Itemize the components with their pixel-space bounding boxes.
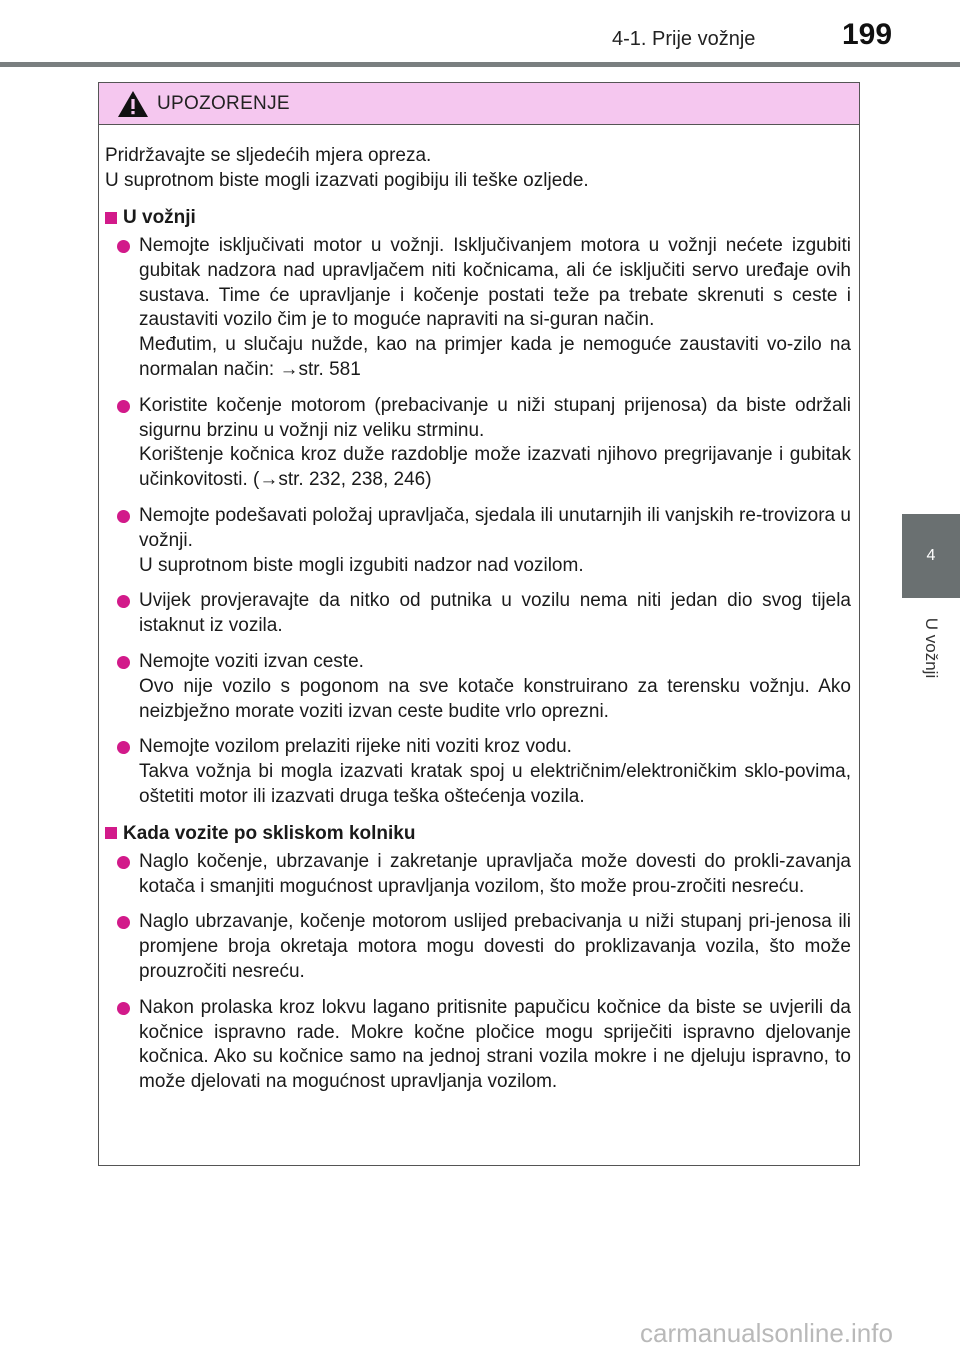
bullet-paragraph: Koristite kočenje motorom (prebacivanje u niži stupanj prijenosa) da biste održali sigurnu brzinu u vožnji niz veliku strminu. [139, 394, 851, 441]
list-item [105, 650, 851, 724]
list-item [105, 996, 851, 1095]
square-bullet-icon [105, 212, 117, 224]
watermark: carmanualsonline.info [640, 1318, 893, 1348]
warning-intro [105, 143, 851, 193]
chapter-tab[interactable] [902, 514, 960, 598]
bullet-paragraph: Ovo nije vozilo s pogonom na sve kotače konstruirano za terensku vožnju. Ako neizbježno morate voziti izvan ceste budite vrlo oprezni. [139, 675, 851, 722]
bullet-paragraph: U suprotnom biste mogli izgubiti nadzor nad vozilom. [139, 554, 584, 576]
bullet-paragraph: Naglo kočenje, ubrzavanje i zakretanje upravljača može dovesti do prokli-zavanja kotača i smanjiti mogućnost upravljanja vozilom, što može prou-zročiti nesreću. [139, 850, 851, 897]
bullet-paragraph: Naglo ubrzavanje, kočenje motorom uslijed prebacivanja u niži stupanj pri-jenosa ili promjene broja okretaja motora mogu dovesti do proklizavanja vozila, što može prouzročiti nesreću. [139, 911, 851, 982]
header-rule [0, 62, 960, 67]
section-heading-text: U vožnji [123, 207, 196, 228]
bullet-paragraph: Korištenje kočnica kroz duže razdoblje može izazvati njihovo pregrijavanje i gubitak učinkovitosti. (→str. 232, 238, 246) [139, 444, 851, 491]
square-bullet-icon [105, 827, 117, 839]
bullet-dot-icon [117, 856, 130, 869]
list-item [105, 234, 851, 383]
chapter-label [902, 600, 960, 696]
bullet-dot-icon [117, 240, 130, 253]
warning-triangle-icon [117, 90, 149, 118]
list-item [105, 589, 851, 639]
warning-body [99, 125, 859, 1095]
intro-line: Pridržavajte se sljedećih mjera opreza. [105, 145, 432, 166]
bullet-paragraph: Nemojte vozilom prelaziti rijeke niti voziti kroz vodu. [139, 736, 572, 758]
bullet-paragraph: Nemojte isključivati motor u vožnji. Isključivanjem motora u vožnji nećete izgubiti gubitak nadzora nad upravljačem niti kočnicama, ali će isključiti servo uređaje ovih sustava. Time će upravljanje i kočenje postati teže pa trebate skrenuti s ceste i zaustaviti vozilo čim je to moguće napraviti na si-guran način. [139, 235, 851, 331]
bullet-dot-icon [117, 510, 130, 523]
bullet-dot-icon [117, 400, 130, 413]
bullet-dot-icon [117, 741, 130, 754]
bullet-dot-icon [117, 656, 130, 669]
bullet-paragraph: Nemojte voziti izvan ceste. [139, 650, 364, 672]
list-item [105, 735, 851, 809]
chapter-number: 4 [926, 547, 936, 564]
list-item [105, 910, 851, 984]
bullet-paragraph: Nakon prolaska kroz lokvu lagano pritisnite papučicu kočnice da biste se uvjerili da kočnice ispravno rade. Mokre kočne pločice mogu spriječiti ispravno djelovanje kočnica. Ako su kočnice samo na jednoj strani vozila mokre i ne djeluju ispravno, to može djelovati na mogućnost upravljanja vozilom. [139, 996, 851, 1093]
list-item [105, 850, 851, 900]
section-heading-text: Kada vozite po skliskom kolniku [123, 822, 416, 844]
bullet-dot-icon [117, 1002, 130, 1015]
bullet-paragraph: Takva vožnja bi mogla izazvati kratak spoj u električnim/elektroničkim sklo-povima, oštetiti motor ili izazvati druga teška oštećenja vozila. [139, 761, 851, 807]
section-heading-driving [105, 205, 851, 230]
warning-header [99, 83, 859, 125]
warning-box [98, 82, 860, 1166]
chapter-label-text: U vožnji [922, 617, 941, 679]
section-heading-slippery-road [105, 821, 851, 846]
list-item [105, 504, 851, 578]
bullet-paragraph: Nemojte podešavati položaj upravljača, sjedala ili unutarnjih ili vanjskih re-trovizora u vožnji. [139, 504, 851, 551]
warning-title: UPOZORENJE [157, 92, 290, 114]
bullet-paragraph: Uvijek provjeravajte da nitko od putnika u vozilu nema niti jedan dio svog tijela istaknut iz vozila. [139, 590, 851, 637]
section-title: 4-1. Prije vožnje [612, 28, 756, 50]
bullet-dot-icon [117, 595, 130, 608]
bullet-dot-icon [117, 916, 130, 929]
bullet-paragraph: Međutim, u slučaju nužde, kao na primjer kada je nemoguće zaustaviti vo-zilo na normalan način: →str. 581 [139, 334, 851, 380]
page-number: 199 [842, 18, 893, 51]
list-item [105, 394, 851, 493]
intro-line: U suprotnom biste mogli izazvati pogibiju ili teške ozljede. [105, 170, 589, 191]
